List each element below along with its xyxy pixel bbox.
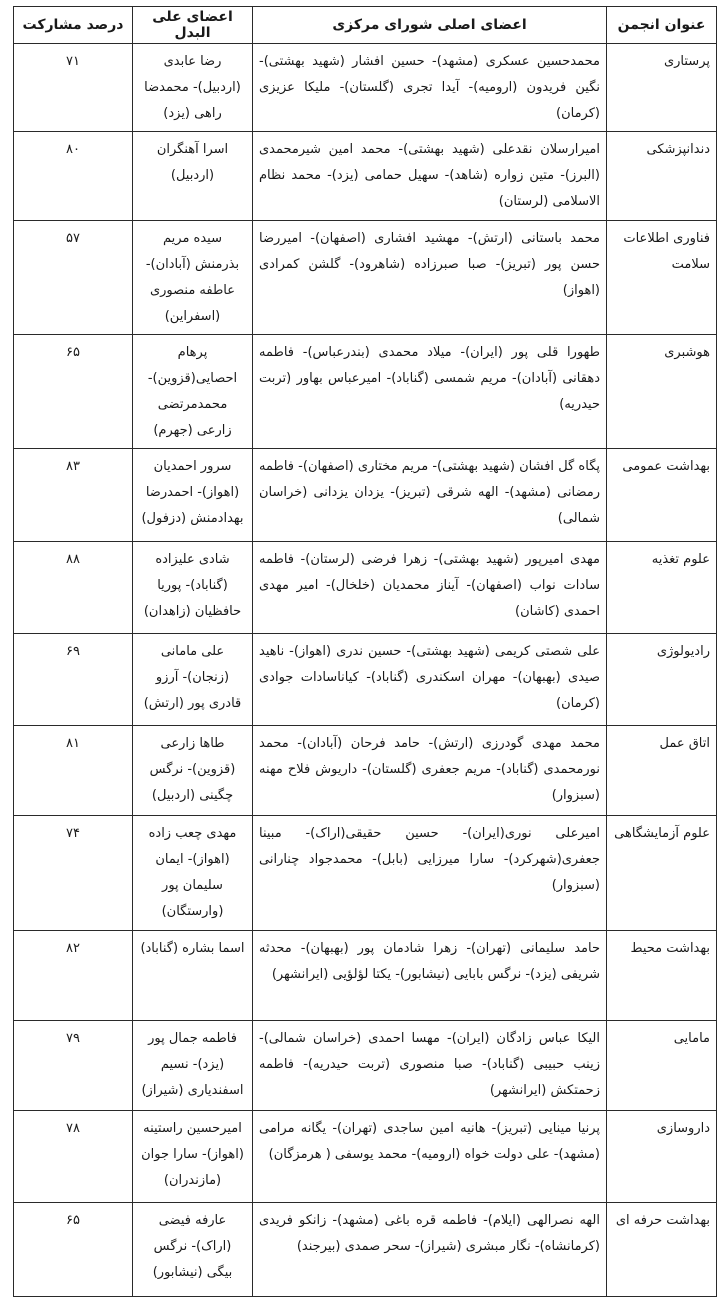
table-row [14, 449, 717, 542]
table-row [14, 221, 717, 335]
table-header-row [14, 7, 717, 44]
alternate-members-cell: طاها زارعی (قزوین)- نرگس چگینی (اردبیل) [133, 726, 253, 816]
alternate-members-cell: سرور احمدیان (اهواز)- احمدرضا بهدادمنش (دزفول) [133, 449, 253, 542]
association-title-cell: رادیولوژی [607, 634, 717, 726]
association-title-cell: بهداشت محیط [607, 931, 717, 1021]
participation-cell: ۸۲ [14, 931, 133, 1021]
association-title-cell: مامایی [607, 1021, 717, 1111]
participation-cell: ۸۱ [14, 726, 133, 816]
main-members-cell: الیکا عباس زادگان (ایران)- مهسا احمدی (خراسان شمالی)- زینب حبیبی (گناباد)- صبا منصوری (تربت حیدریه)- فاطمه زحمتکش (ایرانشهر) [253, 1021, 607, 1111]
main-members-cell: مهدی امیرپور (شهید بهشتی)- زهرا فرضی (لرستان)- فاطمه سادات نواب (اصفهان)- آیناز محمدیان (خلخال)- امیر مهدی احمدی (کاشان) [253, 542, 607, 634]
header-alternate-members: اعضای علی البدل [133, 7, 253, 44]
alternate-members-cell: علی مامانی (زنجان)- آرزو قادری پور (ارتش) [133, 634, 253, 726]
main-members-cell: محمدحسین عسکری (مشهد)- حسین افشار (شهید بهشتی)- نگین فریدون (ارومیه)- آیدا تجری (گلستان)- ملیکا عزیزی (کرمان) [253, 44, 607, 132]
table-row [14, 726, 717, 816]
participation-cell: ۸۸ [14, 542, 133, 634]
main-members-cell: حامد سلیمانی (تهران)- زهرا شادمان پور (بهبهان)- محدثه شریفی (یزد)- نرگس بابایی (نیشابور)- یکتا لؤلؤیی (ایرانشهر) [253, 931, 607, 1021]
participation-cell: ۵۷ [14, 221, 133, 335]
participation-cell: ۶۵ [14, 1203, 133, 1297]
alternate-members-cell: پرهام احصایی(قزوین)- محمدمرتضی زارعی (جهرم) [133, 335, 253, 449]
association-title-cell: علوم آزمایشگاهی [607, 816, 717, 931]
main-members-cell: محمد مهدی گودرزی (ارتش)- حامد فرحان (آبادان)- محمد نورمحمدی (گناباد)- مریم جعفری (گلستان)- داریوش فلاح مهنه (سبزوار) [253, 726, 607, 816]
main-members-cell: طهورا قلی پور (ایران)- میلاد محمدی (بندرعباس)- فاطمه دهقانی (آبادان)- مریم شمسی (گناباد)- امیرعباس بهاور (تربت حیدریه) [253, 335, 607, 449]
alternate-members-cell: امیرحسین راستینه (اهواز)- سارا جوان (مازندران) [133, 1111, 253, 1203]
table-row [14, 132, 717, 221]
association-title-cell: علوم تغذیه [607, 542, 717, 634]
main-members-cell: امیرارسلان نقدعلی (شهید بهشتی)- محمد امین شیرمحمدی (البرز)- متین زواره (شاهد)- سهیل حمامی (یزد)- محمد نظام الاسلامی (لرستان) [253, 132, 607, 221]
alternate-members-cell: سیده مریم بذرمنش (آبادان)- عاطفه منصوری (اسفراین) [133, 221, 253, 335]
association-title-cell: بهداشت حرفه ای [607, 1203, 717, 1297]
table-row [14, 634, 717, 726]
table-row [14, 335, 717, 449]
header-participation-percent: درصد مشارکت [14, 7, 133, 44]
main-members-cell: الهه نصرالهی (ایلام)- فاطمه قره باغی (مشهد)- زانکو فریدی (کرمانشاه)- نگار مبشری (شیراز)- سحر صمدی (بیرجند) [253, 1203, 607, 1297]
alternate-members-cell: فاطمه جمال پور (یزد)- نسیم اسفندیاری (شیراز) [133, 1021, 253, 1111]
participation-cell: ۷۹ [14, 1021, 133, 1111]
participation-cell: ۷۱ [14, 44, 133, 132]
table-row [14, 44, 717, 132]
main-members-cell: پرنیا مینایی (تبریز)- هانیه امین ساجدی (تهران)- یگانه مرامی (مشهد)- علی دولت خواه (ارومیه)- محمد یوسفی ( هرمزگان) [253, 1111, 607, 1203]
participation-cell: ۶۵ [14, 335, 133, 449]
main-members-cell: علی شصتی کریمی (شهید بهشتی)- حسین ندری (اهواز)- ناهید صیدی (بهبهان)- مهران اسکندری (گناباد)- کیاناسادات جوادی (کرمان) [253, 634, 607, 726]
association-title-cell: داروسازی [607, 1111, 717, 1203]
header-main-members: اعضای اصلی شورای مرکزی [253, 7, 607, 44]
table-row [14, 1111, 717, 1203]
participation-cell: ۶۹ [14, 634, 133, 726]
table-row [14, 1203, 717, 1297]
association-title-cell: بهداشت عمومی [607, 449, 717, 542]
association-title-cell: پرستاری [607, 44, 717, 132]
table-row [14, 542, 717, 634]
alternate-members-cell: اسرا آهنگران (اردبیل) [133, 132, 253, 221]
alternate-members-cell: مهدی چعب زاده (اهواز)- ایمان سلیمان پور (وارستگان) [133, 816, 253, 931]
table-row [14, 1021, 717, 1111]
table-row [14, 816, 717, 931]
participation-cell: ۸۰ [14, 132, 133, 221]
alternate-members-cell: اسما بشاره (گناباد) [133, 931, 253, 1021]
participation-cell: ۸۳ [14, 449, 133, 542]
table-row [14, 931, 717, 1021]
association-title-cell: اتاق عمل [607, 726, 717, 816]
association-title-cell: دندانپزشکی [607, 132, 717, 221]
association-title-cell: هوشبری [607, 335, 717, 449]
council-members-table [13, 6, 717, 1297]
alternate-members-cell: شادی علیزاده (گناباد)- پوریا حافظیان (زاهدان) [133, 542, 253, 634]
association-title-cell: فناوری اطلاعات سلامت [607, 221, 717, 335]
alternate-members-cell: رضا عابدی (اردبیل)- محمدضا راهی (یزد) [133, 44, 253, 132]
main-members-cell: امیرعلی نوری(ایران)- حسین حقیقی(اراک)- مبینا جعفری(شهرکرد)- سارا میرزایی (بابل)- محمدجواد چنارانی (سبزوار) [253, 816, 607, 931]
main-members-cell: محمد باستانی (ارتش)- مهشید افشاری (اصفهان)- امیررضا حسن پور (تبریز)- صبا صبرزاده (شاهرود)- گلشن کمرادی (اهواز) [253, 221, 607, 335]
main-members-cell: پگاه گل افشان (شهید بهشتی)- مریم مختاری (اصفهان)- فاطمه رمضانی (مشهد)- الهه شرقی (تبریز)- یزدان یزدانی (خراسان شمالی) [253, 449, 607, 542]
participation-cell: ۷۸ [14, 1111, 133, 1203]
participation-cell: ۷۴ [14, 816, 133, 931]
header-association-title: عنوان انجمن [607, 7, 717, 44]
alternate-members-cell: عارفه فیضی (اراک)- نرگس بیگی (نیشابور) [133, 1203, 253, 1297]
